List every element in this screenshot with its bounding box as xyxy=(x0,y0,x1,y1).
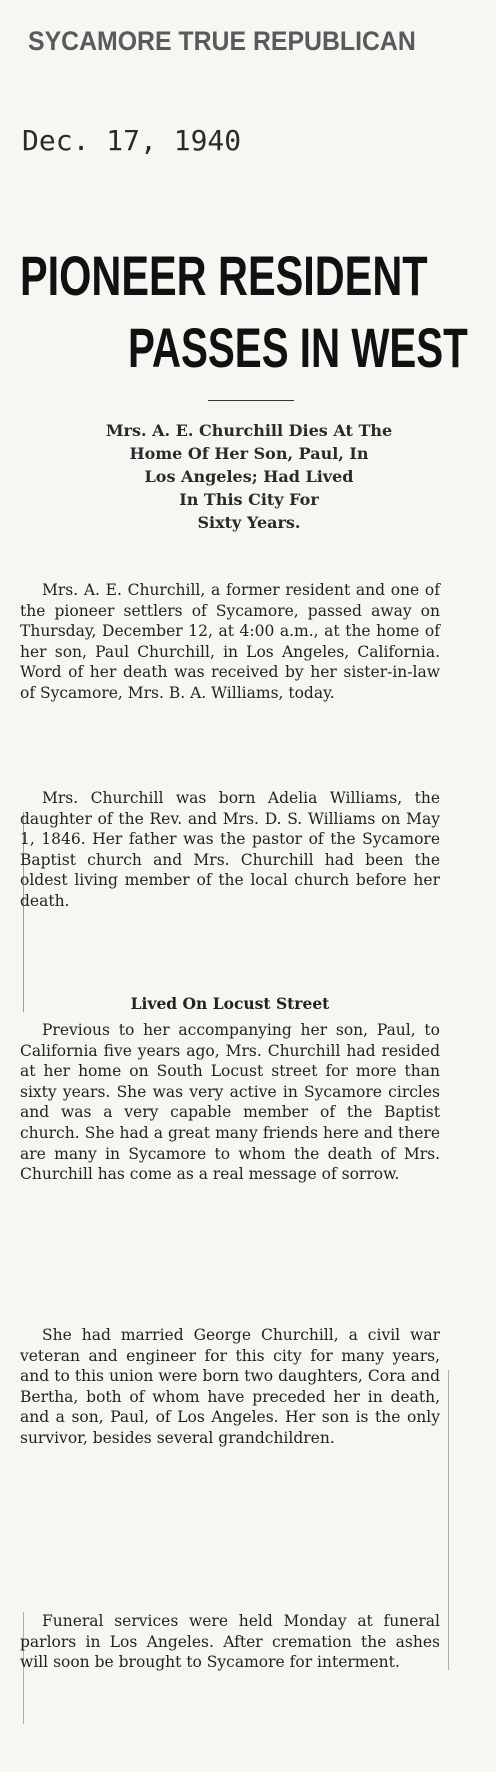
paragraph-text: Mrs. A. E. Churchill, a former resident and one of the pioneer settlers of Sycamore, passed away on Thursday, December 12, at 4:00 a.m., at the home of her son, Paul Churchill, in Los Angeles, California. Word of her death was received by her sister-in-law of Sycamore, Mrs. B. A. Williams, today. xyxy=(20,581,440,702)
section-subhead: Lived On Locust Street xyxy=(130,994,330,1013)
margin-mark xyxy=(448,1370,449,1670)
article-paragraph xyxy=(20,1611,440,1673)
paragraph-text: Previous to her accompanying her son, Paul, to California five years ago, Mrs. Churchill had resided at her home on South Locust street for more than sixty years. She was very active in Sycamore circles and was a very capable member of the Baptist church. She had a great many friends here and there are many in Sycamore to whom the death of Mrs. Churchill has come as a real message of sorrow. xyxy=(20,1021,440,1184)
subheadline-deck xyxy=(40,419,458,534)
publication-date: Dec. 17, 1940 xyxy=(22,124,242,157)
article-paragraph xyxy=(20,1020,440,1185)
deck-line: Home Of Her Son, Paul, In xyxy=(129,444,369,463)
article-paragraph xyxy=(20,580,440,704)
paragraph-text: Mrs. Churchill was born Adelia Williams, the daughter of the Rev. and Mrs. D. S. Williams on May 1, 1846. Her father was the pastor of the Sycamore Baptist church and Mrs. Churchill had been the oldest living member of the local church before her death. xyxy=(20,789,440,910)
article-paragraph xyxy=(20,1325,440,1449)
deck-line: In This City For xyxy=(179,490,319,509)
deck-line: Mrs. A. E. Churchill Dies At The xyxy=(105,421,393,440)
headline-line-1: PIONEER RESIDENT xyxy=(20,244,428,307)
paragraph-text: She had married George Churchill, a civil war veteran and engineer for this city for many years, and to this union were born two daughters, Cora and Bertha, both of whom have preceded her in death, and a son, Paul, of Los Angeles. Her son is the only survivor, besides several grandchildren. xyxy=(20,1326,440,1447)
headline-divider xyxy=(208,400,294,401)
masthead-stamp: SYCAMORE TRUE REPUBLICAN xyxy=(28,26,416,56)
headline-line-2: PASSES IN WEST xyxy=(128,316,468,379)
paragraph-text: Funeral services were held Monday at funeral parlors in Los Angeles. After cremation the ashes will soon be brought to Sycamore for interment. xyxy=(20,1612,440,1672)
article-paragraph xyxy=(20,788,440,912)
deck-line: Los Angeles; Had Lived xyxy=(144,467,354,486)
deck-line: Sixty Years. xyxy=(197,513,301,532)
